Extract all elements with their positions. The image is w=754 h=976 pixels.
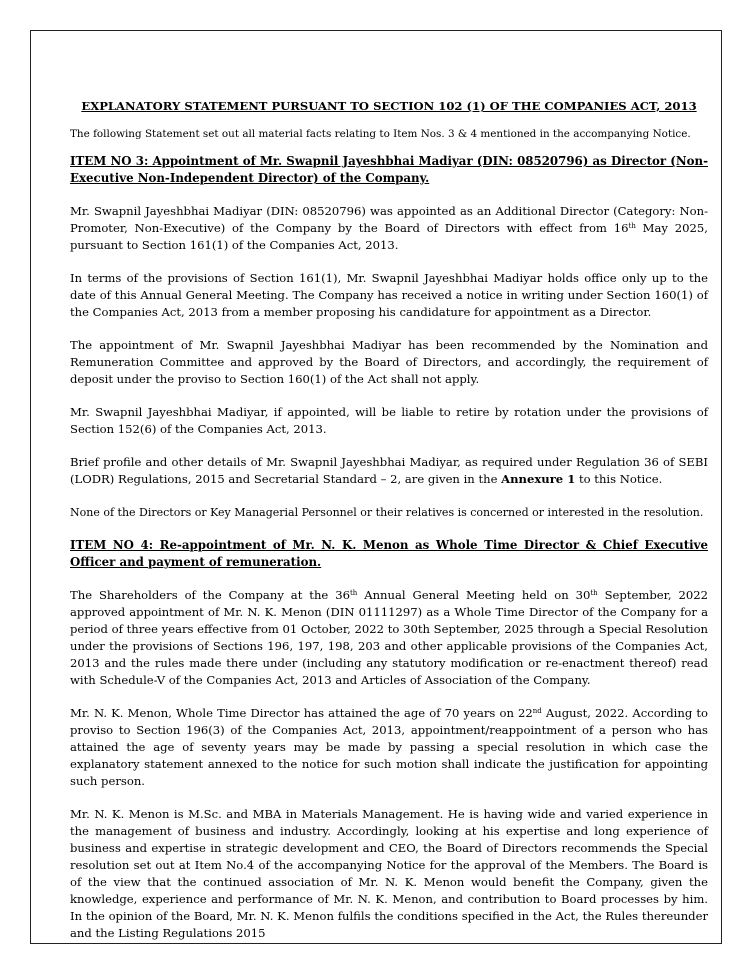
item3-paragraph-3: The appointment of Mr. Swapnil Jayeshbhai Madiyar has been recommended by the Nomination and Remuneration Committee and approved by the Board of Directors, and accordingly, the requirement of deposit under the proviso to Section 160(1) of the Act shall not apply.: [70, 338, 708, 386]
item3-paragraph-6: None of the Directors or Key Managerial Personnel or their relatives is concerned or interested in the resolution.: [70, 506, 704, 519]
item3-paragraph-1: Mr. Swapnil Jayeshbhai Madiyar (DIN: 08520796) was appointed as an Additional Director (Category: Non-Promoter, Non-Executive) of the Company by the Board of Directors with effect from 16th May 2025, pursuant to Section 161(1) of the Companies Act, 2013.: [70, 204, 708, 252]
document-title: EXPLANATORY STATEMENT PURSUANT TO SECTION 102 (1) OF THE COMPANIES ACT, 2013: [81, 99, 697, 113]
item3-paragraph-4: Mr. Swapnil Jayeshbhai Madiyar, if appointed, will be liable to retire by rotation under the provisions of Section 152(6) of the Companies Act, 2013.: [70, 405, 708, 436]
annexure-reference: Annexure 1: [501, 472, 576, 486]
item4-paragraph-1: The Shareholders of the Company at the 36th Annual General Meeting held on 30th September, 2022 approved appointment of Mr. N. K. Menon (DIN 01111297) as a Whole Time Director of the Company for a period of three years effective from 01 October, 2022 to 30th September, 2025 through a Special Resolution under the provisions of Sections 196, 197, 198, 203 and other applicable provisions of the Companies Act, 2013 and the rules made there under (including any statutory modification or re-enactment thereof) read with Schedule-V of the Companies Act, 2013 and Articles of Association of the Company.: [70, 588, 709, 687]
item3-heading: ITEM NO 3: Appointment of Mr. Swapnil Jayeshbhai Madiyar (DIN: 08520796) as Director (Non-Executive Non-Independent Director) of the Company.: [70, 154, 708, 185]
item4-heading: ITEM NO 4: Re-appointment of Mr. N. K. Menon as Whole Time Director & Chief Executive Officer and payment of remuneration.: [70, 538, 708, 569]
intro-text: The following Statement set out all material facts relating to Item Nos. 3 & 4 mentioned in the accompanying Notice.: [70, 128, 691, 140]
item3-paragraph-5: Brief profile and other details of Mr. Swapnil Jayeshbhai Madiyar, as required under Regulation 36 of SEBI (LODR) Regulations, 2015 and Secretarial Standard – 2, are given in the Annexure 1 to this Notice.: [70, 455, 708, 486]
item4-paragraph-2: Mr. N. K. Menon, Whole Time Director has attained the age of 70 years on 22nd August, 2022. According to proviso to Section 196(3) of the Companies Act, 2013, appointment/reappointment of a person who has attained the age of seventy years may be made by passing a special resolution in which case the explanatory statement annexed to the notice for such motion shall indicate the justification for appointing such person.: [70, 706, 708, 788]
document-body: [70, 99, 708, 958]
item3-paragraph-2: In terms of the provisions of Section 161(1), Mr. Swapnil Jayeshbhai Madiyar holds office only up to the date of this Annual General Meeting. The Company has received a notice in writing under Section 160(1) of the Companies Act, 2013 from a member proposing his candidature for appointment as a Director.: [70, 271, 708, 319]
item4-paragraph-3: Mr. N. K. Menon is M.Sc. and MBA in Materials Management. He is having wide and varied experience in the management of business and industry. Accordingly, looking at his expertise and long experience of business and expertise in strategic development and CEO, the Board of Directors recommends the Special resolution set out at Item No.4 of the accompanying Notice for the approval of the Members. The Board is of the view that the continued association of Mr. N. K. Menon would benefit the Company, given the knowledge, experience and performance of Mr. N. K. Menon, and contribution to Board processes by him. In the opinion of the Board, Mr. N. K. Menon fulfils the conditions specified in the Act, the Rules thereunder and the Listing Regulations 2015: [70, 807, 708, 940]
